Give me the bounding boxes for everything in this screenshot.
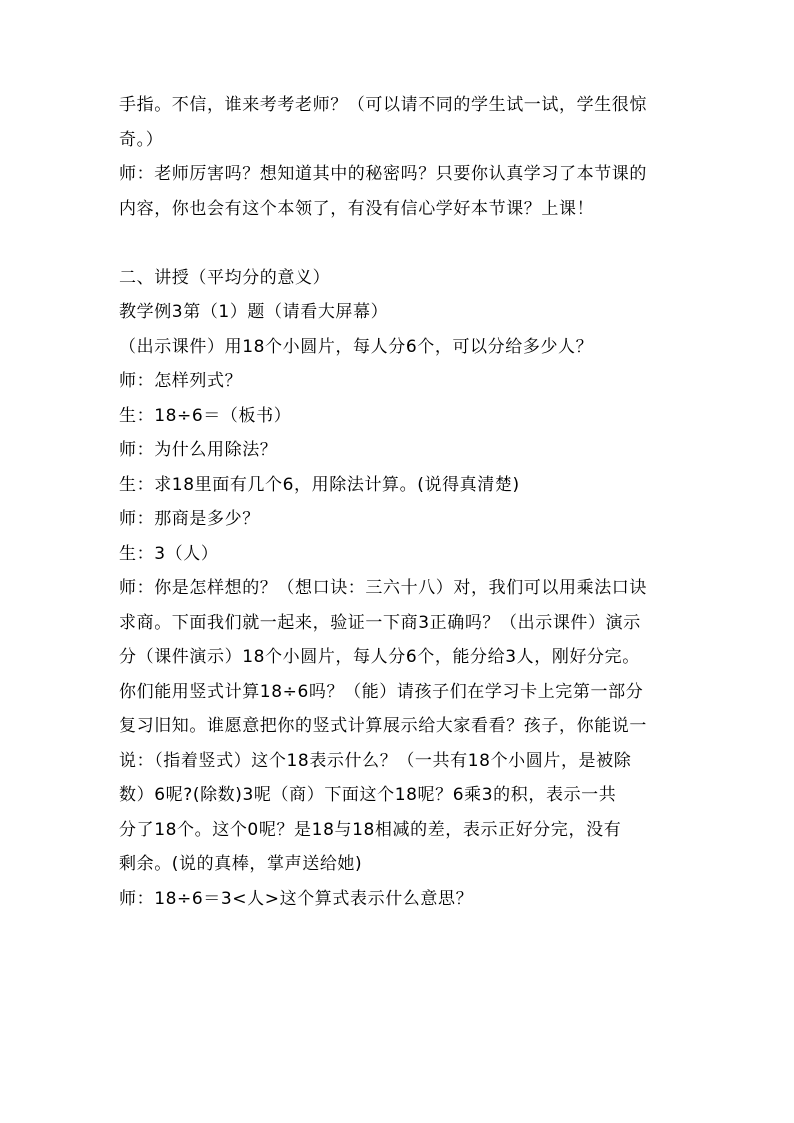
text-line: 复习旧知。谁愿意把你的竖式计算展示给大家看看？孩子，你能说一 xyxy=(119,716,647,736)
text-line: 你们能用竖式计算18÷6吗？（能）请孩子们在学习卡上完第一部分 xyxy=(119,681,644,702)
text-line: 师：为什么用除法？ xyxy=(119,440,278,460)
text-line: 教学例3第（1）题（请看大屏幕） xyxy=(119,302,389,322)
text-line: 奇。） xyxy=(119,129,164,150)
text-line: 内容，你也会有这个本领了，有没有信心学好本节课？上课！ xyxy=(119,198,595,219)
section-heading: 二、讲授（平均分的意义） xyxy=(119,267,331,288)
text-line: 求商。下面我们就一起来，验证一下商3正确吗？（出示课件）演示 xyxy=(119,612,641,633)
text-line: 生：3（人） xyxy=(119,543,219,564)
text-line: 说：（指着竖式）这个18表示什么？（一共有18个小圆片，是被除 xyxy=(119,750,632,771)
text-line: 生：求18里面有几个6，用除法计算。(说得真清楚) xyxy=(119,474,520,495)
text-line: 师：老师厉害吗？想知道其中的秘密吗？只要你认真学习了本节课的 xyxy=(119,164,647,184)
text-line: 师：怎样列式？ xyxy=(119,371,243,391)
text-line: 分（课件演示）18个小圆片，每人分6个，能分给3人，刚好分完。 xyxy=(119,647,640,667)
text-line: 数）6呢?(除数)3呢（商）下面这个18呢？6乘3的积，表示一共 xyxy=(119,785,617,805)
text-line: 师：那商是多少？ xyxy=(119,509,260,529)
text-line: 师：18÷6＝3<人>这个算式表示什么意思？ xyxy=(119,888,474,909)
text-line: （出示课件）用18个小圆片，每人分6个，可以分给多少人？ xyxy=(119,336,594,357)
text-line: 手指。不信，谁来考考老师？（可以请不同的学生试一试，学生很惊 xyxy=(119,95,647,115)
text-line: 生：18÷6＝（板书） xyxy=(119,405,292,426)
text-line: 师：你是怎样想的？（想口诀：三六十八）对，我们可以用乘法口诀 xyxy=(119,578,647,598)
text-line: 剩余。(说的真棒，掌声送给她) xyxy=(119,854,363,874)
document-page xyxy=(119,88,679,916)
text-line: 分了18个。这个0呢？是18与18相减的差，表示正好分完，没有 xyxy=(119,819,622,840)
